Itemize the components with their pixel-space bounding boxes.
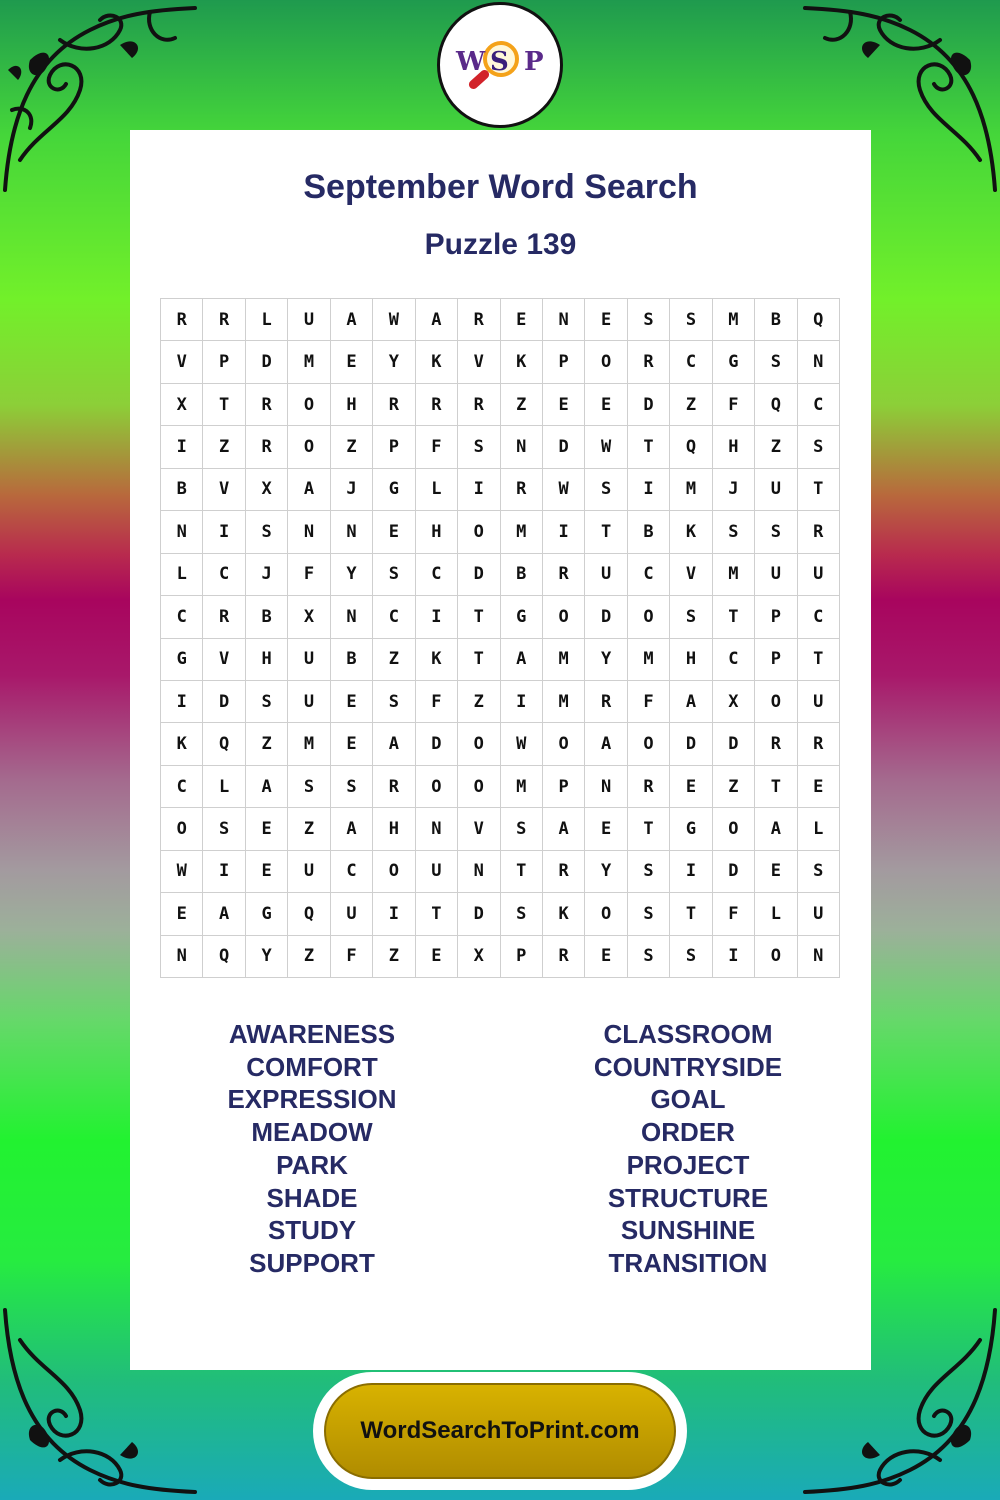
- grid-cell[interactable]: I: [628, 469, 670, 511]
- grid-cell[interactable]: S: [798, 426, 840, 468]
- grid-cell[interactable]: R: [458, 299, 500, 341]
- grid-cell[interactable]: H: [331, 384, 373, 426]
- grid-cell[interactable]: C: [670, 341, 712, 383]
- grid-cell[interactable]: C: [798, 596, 840, 638]
- word-list-item: SUNSHINE: [620, 1215, 756, 1246]
- grid-cell[interactable]: P: [755, 639, 797, 681]
- word-list-item: CLASSROOM: [603, 1019, 773, 1049]
- grid-cell[interactable]: M: [501, 766, 543, 808]
- grid-cell[interactable]: E: [501, 299, 543, 341]
- word-list-item: TRANSITION: [608, 1247, 768, 1278]
- magnifier-icon: [450, 35, 550, 95]
- grid-cell[interactable]: P: [373, 426, 415, 468]
- grid-cell[interactable]: E: [585, 384, 627, 426]
- grid-cell[interactable]: Y: [585, 639, 627, 681]
- page-title: September Word Search: [303, 168, 698, 206]
- grid-cell[interactable]: A: [543, 808, 585, 850]
- grid-cell[interactable]: I: [713, 936, 755, 978]
- word-list-item: STUDY: [267, 1215, 357, 1246]
- grid-cell[interactable]: Z: [203, 426, 245, 468]
- grid-cell[interactable]: R: [161, 299, 203, 341]
- grid-cell[interactable]: A: [331, 808, 373, 850]
- grid-cell[interactable]: A: [373, 723, 415, 765]
- grid-cell[interactable]: C: [203, 554, 245, 596]
- grid-cell[interactable]: Z: [331, 426, 373, 468]
- grid-cell[interactable]: F: [416, 426, 458, 468]
- grid-cell[interactable]: T: [670, 893, 712, 935]
- grid-cell[interactable]: E: [161, 893, 203, 935]
- grid-cell[interactable]: Q: [203, 936, 245, 978]
- grid-cell[interactable]: D: [670, 723, 712, 765]
- grid-cell[interactable]: Z: [458, 681, 500, 723]
- grid-cell[interactable]: U: [288, 299, 330, 341]
- grid-cell[interactable]: Z: [373, 936, 415, 978]
- grid-cell[interactable]: O: [585, 893, 627, 935]
- grid-cell[interactable]: S: [755, 511, 797, 553]
- grid-cell[interactable]: E: [331, 681, 373, 723]
- grid-cell[interactable]: Z: [501, 384, 543, 426]
- grid-cell[interactable]: E: [246, 851, 288, 893]
- grid-cell[interactable]: A: [246, 766, 288, 808]
- grid-cell[interactable]: X: [713, 681, 755, 723]
- grid-cell[interactable]: E: [246, 808, 288, 850]
- grid-cell[interactable]: N: [288, 511, 330, 553]
- grid-cell[interactable]: X: [161, 384, 203, 426]
- grid-cell[interactable]: F: [713, 384, 755, 426]
- grid-cell[interactable]: W: [543, 469, 585, 511]
- grid-cell[interactable]: M: [501, 511, 543, 553]
- word-list-item: PROJECT: [626, 1149, 750, 1180]
- grid-cell[interactable]: Y: [246, 936, 288, 978]
- grid-cell[interactable]: S: [628, 299, 670, 341]
- grid-cell[interactable]: I: [458, 469, 500, 511]
- grid-cell[interactable]: B: [501, 554, 543, 596]
- grid-cell[interactable]: Z: [670, 384, 712, 426]
- grid-cell[interactable]: U: [798, 554, 840, 596]
- grid-cell[interactable]: C: [161, 766, 203, 808]
- grid-cell[interactable]: Q: [798, 299, 840, 341]
- grid-cell[interactable]: R: [501, 469, 543, 511]
- grid-cell[interactable]: C: [373, 596, 415, 638]
- grid-cell[interactable]: P: [755, 596, 797, 638]
- grid-cell[interactable]: T: [458, 639, 500, 681]
- grid-cell[interactable]: N: [458, 851, 500, 893]
- grid-cell[interactable]: F: [713, 893, 755, 935]
- grid-cell[interactable]: L: [203, 766, 245, 808]
- grid-cell[interactable]: D: [628, 384, 670, 426]
- grid-cell[interactable]: O: [373, 851, 415, 893]
- grid-cell[interactable]: C: [798, 384, 840, 426]
- grid-cell[interactable]: S: [288, 766, 330, 808]
- grid-cell[interactable]: B: [755, 299, 797, 341]
- grid-cell[interactable]: L: [755, 893, 797, 935]
- grid-cell[interactable]: E: [798, 766, 840, 808]
- grid-cell[interactable]: W: [161, 851, 203, 893]
- word-list-item: ORDER: [641, 1117, 735, 1148]
- puzzle-card: [130, 130, 871, 1370]
- grid-cell[interactable]: V: [458, 341, 500, 383]
- grid-cell[interactable]: R: [543, 851, 585, 893]
- grid-cell[interactable]: I: [203, 511, 245, 553]
- grid-cell[interactable]: M: [628, 639, 670, 681]
- grid-cell[interactable]: R: [798, 723, 840, 765]
- grid-cell[interactable]: A: [501, 639, 543, 681]
- grid-cell[interactable]: Q: [288, 893, 330, 935]
- grid-cell[interactable]: O: [458, 511, 500, 553]
- word-list-item: EXPRESSION: [227, 1084, 397, 1115]
- grid-cell[interactable]: M: [288, 723, 330, 765]
- grid-cell[interactable]: S: [458, 426, 500, 468]
- grid-cell[interactable]: N: [798, 936, 840, 978]
- grid-cell[interactable]: S: [501, 808, 543, 850]
- grid-cell[interactable]: X: [288, 596, 330, 638]
- word-list-item: GOAL: [650, 1084, 726, 1115]
- grid-cell[interactable]: U: [585, 554, 627, 596]
- grid-cell[interactable]: C: [331, 851, 373, 893]
- grid-cell[interactable]: S: [585, 469, 627, 511]
- grid-cell[interactable]: H: [373, 808, 415, 850]
- grid-cell[interactable]: S: [755, 341, 797, 383]
- grid-cell[interactable]: O: [458, 723, 500, 765]
- grid-cell[interactable]: F: [628, 681, 670, 723]
- grid-cell[interactable]: G: [246, 893, 288, 935]
- grid-cell[interactable]: T: [458, 596, 500, 638]
- grid-cell[interactable]: U: [798, 681, 840, 723]
- grid-cell[interactable]: O: [543, 596, 585, 638]
- grid-cell[interactable]: W: [501, 723, 543, 765]
- grid-cell[interactable]: I: [373, 893, 415, 935]
- grid-cell[interactable]: L: [416, 469, 458, 511]
- grid-cell[interactable]: S: [246, 511, 288, 553]
- grid-cell[interactable]: K: [416, 341, 458, 383]
- grid-cell[interactable]: S: [331, 766, 373, 808]
- grid-cell[interactable]: V: [203, 469, 245, 511]
- grid-cell[interactable]: N: [798, 341, 840, 383]
- grid-cell[interactable]: H: [246, 639, 288, 681]
- grid-cell[interactable]: D: [543, 426, 585, 468]
- grid-cell[interactable]: D: [458, 554, 500, 596]
- grid-cell[interactable]: R: [203, 299, 245, 341]
- grid-cell[interactable]: Y: [331, 554, 373, 596]
- grid-cell[interactable]: A: [755, 808, 797, 850]
- grid-cell[interactable]: S: [628, 851, 670, 893]
- grid-cell[interactable]: E: [373, 511, 415, 553]
- grid-cell[interactable]: S: [373, 554, 415, 596]
- logo-letter-w: W: [456, 47, 486, 77]
- grid-cell[interactable]: X: [246, 469, 288, 511]
- grid-cell[interactable]: P: [543, 341, 585, 383]
- grid-cell[interactable]: E: [543, 384, 585, 426]
- puzzle-number: Puzzle 139: [424, 228, 577, 261]
- grid-cell[interactable]: E: [585, 808, 627, 850]
- grid-cell[interactable]: Y: [585, 851, 627, 893]
- grid-cell[interactable]: H: [416, 511, 458, 553]
- grid-cell[interactable]: R: [543, 936, 585, 978]
- grid-cell[interactable]: M: [288, 341, 330, 383]
- grid-cell[interactable]: Z: [755, 426, 797, 468]
- word-list-item: STRUCTURE: [607, 1182, 769, 1213]
- grid-cell[interactable]: T: [628, 426, 670, 468]
- grid-cell[interactable]: Z: [246, 723, 288, 765]
- grid-cell[interactable]: L: [246, 299, 288, 341]
- grid-cell[interactable]: R: [628, 766, 670, 808]
- grid-cell[interactable]: T: [416, 893, 458, 935]
- grid-cell[interactable]: S: [798, 851, 840, 893]
- grid-cell[interactable]: O: [458, 766, 500, 808]
- grid-cell[interactable]: R: [755, 723, 797, 765]
- grid-cell[interactable]: W: [585, 426, 627, 468]
- grid-cell[interactable]: U: [755, 554, 797, 596]
- grid-cell[interactable]: O: [628, 723, 670, 765]
- grid-cell[interactable]: T: [798, 469, 840, 511]
- grid-cell[interactable]: D: [416, 723, 458, 765]
- grid-cell[interactable]: I: [161, 426, 203, 468]
- grid-cell[interactable]: C: [628, 554, 670, 596]
- grid-cell[interactable]: O: [288, 426, 330, 468]
- grid-cell[interactable]: I: [416, 596, 458, 638]
- grid-cell[interactable]: Z: [713, 766, 755, 808]
- grid-cell[interactable]: M: [713, 299, 755, 341]
- grid-cell[interactable]: O: [755, 936, 797, 978]
- grid-cell[interactable]: Z: [288, 936, 330, 978]
- grid-cell[interactable]: N: [416, 808, 458, 850]
- grid-cell[interactable]: C: [161, 596, 203, 638]
- grid-cell[interactable]: Q: [755, 384, 797, 426]
- grid-cell[interactable]: O: [713, 808, 755, 850]
- grid-cell[interactable]: U: [288, 851, 330, 893]
- grid-cell[interactable]: P: [203, 341, 245, 383]
- grid-cell[interactable]: T: [203, 384, 245, 426]
- grid-cell[interactable]: G: [373, 469, 415, 511]
- grid-cell[interactable]: J: [331, 469, 373, 511]
- grid-cell[interactable]: E: [331, 723, 373, 765]
- grid-cell[interactable]: Z: [373, 639, 415, 681]
- grid-cell[interactable]: A: [416, 299, 458, 341]
- grid-cell[interactable]: K: [670, 511, 712, 553]
- word-list-item: PARK: [276, 1149, 348, 1180]
- grid-cell[interactable]: P: [501, 936, 543, 978]
- grid-cell[interactable]: I: [543, 511, 585, 553]
- grid-cell[interactable]: E: [585, 936, 627, 978]
- grid-cell[interactable]: T: [501, 851, 543, 893]
- grid-cell[interactable]: D: [246, 341, 288, 383]
- grid-cell[interactable]: S: [670, 299, 712, 341]
- grid-cell[interactable]: O: [288, 384, 330, 426]
- grid-cell[interactable]: E: [755, 851, 797, 893]
- grid-cell[interactable]: R: [798, 511, 840, 553]
- grid-cell[interactable]: D: [713, 851, 755, 893]
- grid-cell[interactable]: K: [543, 893, 585, 935]
- grid-cell[interactable]: G: [670, 808, 712, 850]
- grid-cell[interactable]: A: [288, 469, 330, 511]
- grid-cell[interactable]: Y: [373, 341, 415, 383]
- grid-cell[interactable]: H: [670, 639, 712, 681]
- grid-cell[interactable]: R: [373, 766, 415, 808]
- grid-cell[interactable]: T: [713, 596, 755, 638]
- grid-cell[interactable]: G: [501, 596, 543, 638]
- grid-cell[interactable]: R: [203, 596, 245, 638]
- grid-cell[interactable]: W: [373, 299, 415, 341]
- grid-cell[interactable]: U: [798, 893, 840, 935]
- grid-cell[interactable]: E: [416, 936, 458, 978]
- grid-cell[interactable]: E: [585, 299, 627, 341]
- grid-cell[interactable]: U: [755, 469, 797, 511]
- grid-cell[interactable]: U: [288, 681, 330, 723]
- grid-cell[interactable]: O: [755, 681, 797, 723]
- grid-cell[interactable]: M: [543, 639, 585, 681]
- grid-cell[interactable]: T: [585, 511, 627, 553]
- grid-cell[interactable]: F: [331, 936, 373, 978]
- grid-cell[interactable]: K: [416, 639, 458, 681]
- grid-cell[interactable]: N: [161, 511, 203, 553]
- grid-cell[interactable]: N: [501, 426, 543, 468]
- grid-cell[interactable]: R: [458, 384, 500, 426]
- grid-cell[interactable]: J: [713, 469, 755, 511]
- grid-cell[interactable]: X: [458, 936, 500, 978]
- grid-cell[interactable]: V: [670, 554, 712, 596]
- letter-grid: [160, 298, 840, 978]
- grid-cell[interactable]: Q: [670, 426, 712, 468]
- word-list-item: SUPPORT: [249, 1247, 375, 1278]
- word-list-item: COMFORT: [246, 1051, 378, 1082]
- grid-cell[interactable]: S: [628, 893, 670, 935]
- grid-cell[interactable]: U: [331, 893, 373, 935]
- grid-cell[interactable]: S: [203, 808, 245, 850]
- grid-cell[interactable]: V: [458, 808, 500, 850]
- grid-cell[interactable]: L: [798, 808, 840, 850]
- grid-cell[interactable]: B: [161, 469, 203, 511]
- grid-cell[interactable]: D: [458, 893, 500, 935]
- grid-cell[interactable]: R: [246, 384, 288, 426]
- grid-cell[interactable]: N: [331, 596, 373, 638]
- grid-cell[interactable]: M: [670, 469, 712, 511]
- grid-cell[interactable]: A: [331, 299, 373, 341]
- grid-cell[interactable]: F: [416, 681, 458, 723]
- grid-cell[interactable]: N: [585, 766, 627, 808]
- grid-cell[interactable]: I: [501, 681, 543, 723]
- grid-cell[interactable]: L: [161, 554, 203, 596]
- word-list-item: MEADOW: [251, 1117, 373, 1148]
- word-list-item: SHADE: [266, 1182, 358, 1213]
- grid-cell[interactable]: A: [203, 893, 245, 935]
- grid-cell[interactable]: S: [628, 936, 670, 978]
- grid-cell[interactable]: S: [501, 893, 543, 935]
- site-logo[interactable]: [437, 2, 563, 128]
- grid-cell[interactable]: B: [246, 596, 288, 638]
- grid-cell[interactable]: R: [246, 426, 288, 468]
- grid-cell[interactable]: P: [543, 766, 585, 808]
- grid-cell[interactable]: I: [203, 851, 245, 893]
- grid-cell[interactable]: T: [755, 766, 797, 808]
- grid-cell[interactable]: C: [713, 639, 755, 681]
- grid-cell[interactable]: Q: [203, 723, 245, 765]
- site-link-button[interactable]: WordSearchToPrint.com: [324, 1383, 676, 1479]
- grid-cell[interactable]: O: [628, 596, 670, 638]
- grid-cell[interactable]: S: [713, 511, 755, 553]
- word-list-item: AWARENESS: [228, 1019, 396, 1049]
- grid-cell[interactable]: S: [373, 681, 415, 723]
- word-list-right: [528, 1018, 848, 1280]
- grid-cell[interactable]: R: [543, 554, 585, 596]
- grid-cell[interactable]: N: [331, 511, 373, 553]
- grid-cell[interactable]: U: [288, 639, 330, 681]
- grid-cell[interactable]: M: [543, 681, 585, 723]
- grid-cell[interactable]: D: [585, 596, 627, 638]
- grid-cell[interactable]: K: [501, 341, 543, 383]
- grid-cell[interactable]: A: [670, 681, 712, 723]
- grid-cell[interactable]: O: [161, 808, 203, 850]
- grid-cell[interactable]: V: [161, 341, 203, 383]
- grid-cell[interactable]: B: [331, 639, 373, 681]
- grid-cell[interactable]: S: [246, 681, 288, 723]
- word-list-left: [152, 1018, 472, 1280]
- grid-cell[interactable]: N: [161, 936, 203, 978]
- grid-cell[interactable]: R: [628, 341, 670, 383]
- grid-cell[interactable]: E: [670, 766, 712, 808]
- grid-cell[interactable]: O: [416, 766, 458, 808]
- grid-cell[interactable]: S: [670, 936, 712, 978]
- footer-pill: [313, 1372, 687, 1490]
- grid-cell[interactable]: R: [373, 384, 415, 426]
- grid-cell[interactable]: I: [161, 681, 203, 723]
- grid-cell[interactable]: U: [416, 851, 458, 893]
- grid-cell[interactable]: I: [670, 851, 712, 893]
- grid-cell[interactable]: G: [713, 341, 755, 383]
- grid-cell[interactable]: D: [713, 723, 755, 765]
- grid-cell[interactable]: N: [543, 299, 585, 341]
- grid-cell[interactable]: E: [331, 341, 373, 383]
- logo-letter-p: P: [524, 47, 544, 77]
- grid-cell[interactable]: O: [585, 341, 627, 383]
- grid-cell[interactable]: G: [161, 639, 203, 681]
- grid-cell[interactable]: B: [628, 511, 670, 553]
- grid-cell[interactable]: J: [246, 554, 288, 596]
- grid-cell[interactable]: M: [713, 554, 755, 596]
- grid-cell[interactable]: R: [585, 681, 627, 723]
- grid-cell[interactable]: H: [713, 426, 755, 468]
- grid-cell[interactable]: F: [288, 554, 330, 596]
- grid-cell[interactable]: T: [628, 808, 670, 850]
- grid-cell[interactable]: S: [670, 596, 712, 638]
- word-list-item: COUNTRYSIDE: [593, 1051, 783, 1082]
- grid-cell[interactable]: O: [543, 723, 585, 765]
- grid-cell[interactable]: V: [203, 639, 245, 681]
- grid-cell[interactable]: R: [416, 384, 458, 426]
- grid-cell[interactable]: Z: [288, 808, 330, 850]
- grid-cell[interactable]: D: [203, 681, 245, 723]
- grid-cell[interactable]: K: [161, 723, 203, 765]
- grid-cell[interactable]: A: [585, 723, 627, 765]
- logo-letter-s: S: [490, 47, 509, 77]
- grid-cell[interactable]: T: [798, 639, 840, 681]
- grid-cell[interactable]: C: [416, 554, 458, 596]
